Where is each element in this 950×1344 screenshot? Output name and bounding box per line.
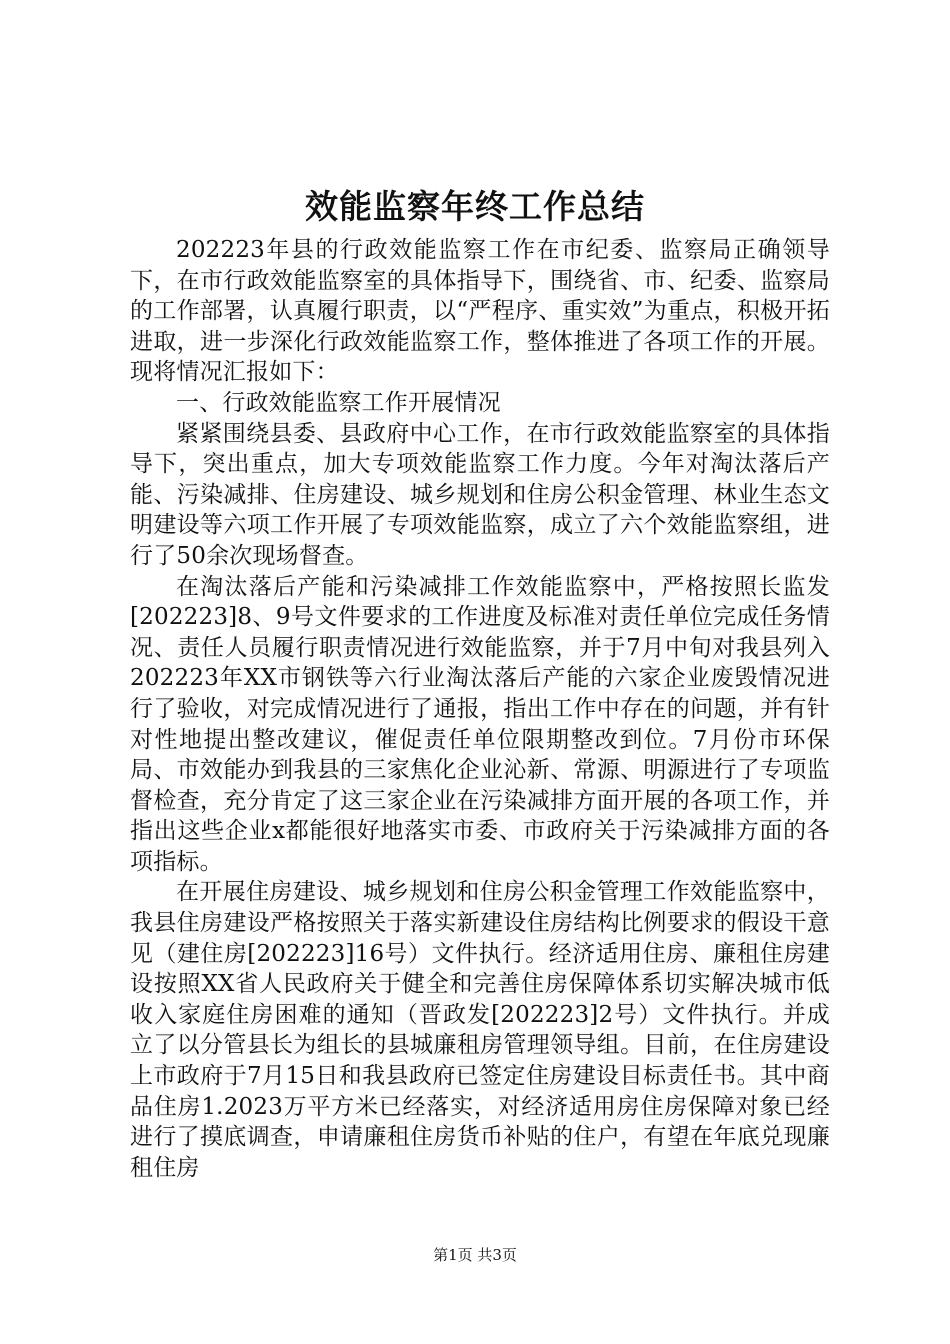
paragraph-intro: 202223年县的行政效能监察工作在市纪委、监察局正确领导下，在市行政效能监察室的具体指导下，围绕省、市、纪委、监察局的工作部署，认真履行职责，以“严程序、重实效”为重点，积极开拓进取，进一步深化行政效能监察工作，整体推进了各项工作的开展。现将情况汇报如下： — [130, 237, 830, 386]
paragraph-special-supervision: 紧紧围绕县委、县政府中心工作，在市行政效能监察室的具体指导下，突出重点，加大专项效能监察工作力度。今年对淘汰落后产能、污染减排、住房建设、城乡规划和住房公积金管理、林业生态文明建设等六项工作开展了专项效能监察，成立了六个效能监察组，进行了50余次现场督查。 — [130, 420, 830, 569]
document-title: 效能监察年终工作总结 — [305, 187, 645, 226]
document-body — [130, 235, 830, 1183]
page-number-footer: 第1页 共3页 — [433, 1246, 517, 1264]
paragraph-capacity-emission: 在淘汰落后产能和污染减排工作效能监察中，严格按照长监发[202223]8、9号文件要求的工作进度及标准对责任单位完成任务情况、责任人员履行职责情况进行效能监察，并于7月中旬对我县列入202223年XX市钢铁等六行业淘汰落后产能的六家企业废毁情况进行了验收，对完成情况进行了通报，指出工作中存在的问题，并有针对性地提出整改建议，催促责任单位限期整改到位。7月份市环保局、市效能办到我县的三家焦化企业沁新、常源、明源进行了专项监督检查，充分肯定了这三家企业在污染减排方面开展的各项工作，并指出这些企业x都能很好地落实市委、市政府关于污染减排方面的各项指标。 — [130, 573, 830, 875]
paragraph-housing-construction: 在开展住房建设、城乡规划和住房公积金管理工作效能监察中，我县住房建设严格按照关于落实新建设住房结构比例要求的假设干意见（建住房[202223]16号）文件执行。经济适用住房、廉租住房建设按照XX省人民政府关于健全和完善住房保障体系切实解决城市低收入家庭住房困难的通知（晋政发[202223]2号）文件执行。并成立了以分管县长为组长的县城廉租房管理领导组。目前，在住房建设上市政府于7月15日和我县政府已签定住房建设目标责任书。其中商品住房1.2023万平方米已经落实，对经济适用房住房保障对象已经进行了摸底调查，申请廉租住房货币补贴的住户，有望在年底兑现廉租住房 — [130, 879, 830, 1181]
section-heading-1: 一、行政效能监察工作开展情况 — [176, 389, 501, 416]
